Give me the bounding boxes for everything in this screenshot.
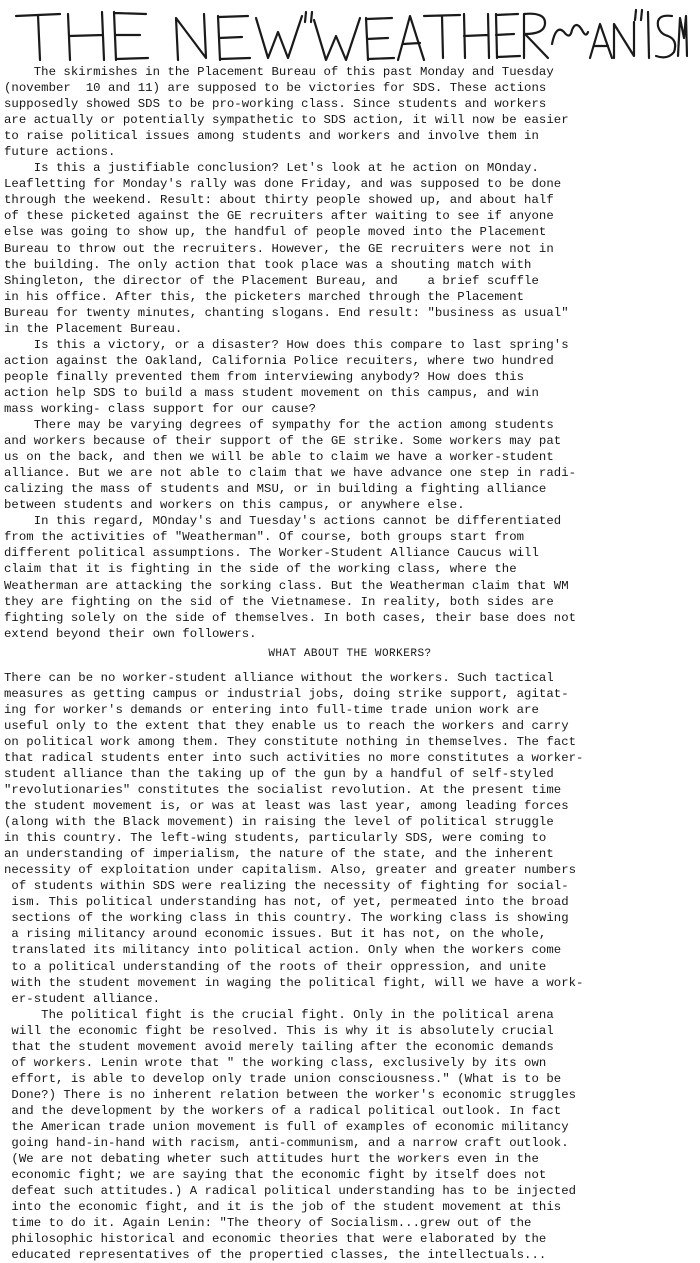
- paragraph-victory: [4, 337, 696, 417]
- text-line: ing for worker's demands or entering into full-time trade union work are: [4, 702, 539, 717]
- article-body: [4, 64, 696, 1263]
- text-line: of students within SDS were realizing the necessity of fighting for social-: [4, 879, 569, 894]
- text-line: are actually or potentially sympathetic to SDS action, it will now be easier: [4, 113, 569, 128]
- text-line: of these picketed against the GE recruiters after waiting to see if anyone: [4, 209, 554, 224]
- text-line: into the economic fight, and it is the job of the student movement at this: [4, 1200, 562, 1215]
- text-line: going hand-in-hand with racism, anti-communism, and a narrow craft outlook.: [4, 1136, 569, 1151]
- text-line: supposedly showed SDS to be pro-working class. Since students and workers: [4, 97, 547, 112]
- text-line: alliance. But we are not able to claim that we have advance one step in radi-: [4, 466, 577, 481]
- text-line: the building. The only action that took place was a shouting match with: [4, 257, 532, 272]
- text-line: student alliance than the taking up of the gun by a handful of self-styled: [4, 766, 554, 781]
- text-line: Bureau for twenty minutes, chanting slogans. End result: "business as usual": [4, 305, 569, 320]
- paragraph-intro: [4, 64, 696, 160]
- text-line: in his office. After this, the picketers marched through the Placement: [4, 289, 525, 304]
- text-line: they are fighting on the sid of the Vietnamese. In reality, both sides are: [4, 594, 554, 609]
- paragraph-political-fight: [4, 1007, 696, 1263]
- text-line: Weatherman are attacking the sorking class. But the Weatherman claim that WM: [4, 578, 569, 593]
- text-line: to a political understanding of the roots of their oppression, and unite: [4, 959, 547, 974]
- text-line: Bureau to throw out the recruiters. However, the GE recruiters were not in: [4, 241, 554, 256]
- text-line: (We are not debating wheter such attitudes hurt the workers even in the: [4, 1152, 539, 1167]
- text-line: with the student movement in waging the political fight, will we have a work-: [4, 975, 584, 990]
- title-lettering: [12, 2, 688, 64]
- text-line: will the economic fight be resolved. This is why it is absolutely crucial: [4, 1023, 554, 1038]
- text-line: different political assumptions. The Worker-Student Alliance Caucus will: [4, 546, 539, 561]
- text-line: translated its militancy into political action. Only when the workers come: [4, 943, 562, 958]
- text-line: fighting solely on the side of themselves. In both cases, their base does not: [4, 610, 577, 625]
- handwritten-title: [12, 2, 688, 64]
- text-line: time to do it. Again Lenin: "The theory of Socialism...grew out of the: [4, 1216, 532, 1231]
- text-line: Done?) There is no inherent relation between the worker's economic struggles: [4, 1087, 577, 1102]
- text-line: a rising militancy around economic issues. But it has not, on the whole,: [4, 927, 547, 942]
- section-heading: WHAT ABOUT THE WORKERS?: [268, 647, 432, 660]
- text-line: Shingleton, the director of the Placement Bureau, and a brief scuffle: [4, 273, 539, 288]
- text-line: action against the Oakland, California Police recuiters, where two hundred: [4, 353, 554, 368]
- text-line: to raise political issues among students and workers and involve them in: [4, 129, 539, 144]
- text-line: on political work among them. They constitute nothing in themselves. The fact: [4, 734, 577, 749]
- text-line: defeat such attitudes.) A radical political understanding has to be injected: [4, 1184, 577, 1199]
- text-line: in the Placement Bureau.: [4, 321, 183, 336]
- text-line: ism. This political understanding has not, of yet, permeated into the broad: [4, 895, 569, 910]
- paragraph-sympathy: [4, 417, 696, 513]
- text-line: an understanding of imperialism, the nature of the state, and the inherent: [4, 847, 554, 862]
- text-line: the American trade union movement is full of examples of economic militancy: [4, 1120, 569, 1134]
- text-line: through the weekend. Result: about thirty people showed up, and about half: [4, 193, 554, 208]
- text-line: mass working- class support for our cause?: [4, 401, 317, 416]
- text-line: from the activities of "Weatherman". Of course, both groups start from: [4, 530, 525, 545]
- text-line: philosophic historical and economic theories that were elaborated by the: [4, 1232, 547, 1247]
- text-line: us on the back, and then we will be able to claim we have a worker-student: [4, 450, 554, 465]
- text-line: necessity of exploitation under capitalism. Also, greater and greater numbers: [4, 863, 577, 878]
- text-line: future actions.: [4, 145, 116, 160]
- text-line: There can be no worker-student alliance without the workers. Such tactical: [4, 670, 554, 685]
- text-line: people finally prevented them from interviewing anybody? How does this: [4, 369, 525, 384]
- text-line: (november 10 and 11) are supposed to be victories for SDS. These actions: [4, 81, 547, 96]
- paragraph-weatherman: [4, 513, 696, 641]
- text-line: that the student movement avoid merely tailing after the economic demands: [4, 1039, 554, 1054]
- text-line: and the development by the workers of a radical political outlook. In fact: [4, 1103, 562, 1118]
- text-line: claim that it is fighting in the side of the working class, where the: [4, 562, 517, 577]
- text-line: The political fight is the crucial fight. Only in the political arena: [4, 1007, 554, 1022]
- text-line: There may be varying degrees of sympathy for the action among students: [4, 418, 554, 433]
- paragraph-justifiable: [4, 160, 696, 337]
- text-line: "revolutionaries" constitutes the socialist revolution. At the present time: [4, 783, 562, 798]
- paragraph-workers: [4, 670, 696, 1007]
- text-line: else was going to show up, the handful of people moved into the Placement: [4, 225, 547, 240]
- text-line: Is this a justifiable conclusion? Let's look at he action on MOnday.: [4, 161, 539, 176]
- text-line: The skirmishes in the Placement Bureau of this past Monday and Tuesday: [4, 65, 554, 79]
- text-line: and workers because of their support of the GE strike. Some workers may pat: [4, 434, 562, 449]
- text-line: sections of the working class in this country. The working class is showing: [4, 911, 569, 926]
- text-line: effort, is able to develop only trade union consciousness." (What is to be: [4, 1071, 562, 1086]
- text-line: educated representatives of the propertied classes, the intellectuals...: [4, 1248, 547, 1263]
- text-line: economic fight; we are saying that the economic fight by itself does not: [4, 1168, 547, 1183]
- text-line: between students and workers on this campus, or anywhere else.: [4, 498, 465, 513]
- text-line: of workers. Lenin wrote that " the working class, exclusively by its own: [4, 1055, 547, 1070]
- text-line: er-student alliance.: [4, 991, 161, 1006]
- text-line: the student movement is, or was at least was last year, among leading forces: [4, 799, 569, 814]
- text-line: in this country. The left-wing students, particularly SDS, were coming to: [4, 831, 547, 846]
- text-line: calizing the mass of students and MSU, or in building a fighting alliance: [4, 482, 547, 497]
- text-line: extend beyond their own followers.: [4, 626, 257, 641]
- text-line: measures as getting campus or industrial jobs, doing strike support, agitat-: [4, 686, 569, 701]
- text-line: useful only to the extent that they enable us to reach the workers and carry: [4, 718, 569, 733]
- text-line: that radical students enter into such activities no more constitutes a worker-: [4, 750, 584, 765]
- text-line: Leafletting for Monday's rally was done Friday, and was supposed to be done: [4, 177, 562, 192]
- text-line: In this regard, MOnday's and Tuesday's actions cannot be differentiated: [4, 514, 562, 529]
- text-line: action help SDS to build a mass student movement on this campus, and win: [4, 385, 539, 400]
- text-line: (along with the Black movement) in raising the level of political struggle: [4, 815, 554, 830]
- text-line: Is this a victory, or a disaster? How does this compare to last spring's: [4, 337, 569, 352]
